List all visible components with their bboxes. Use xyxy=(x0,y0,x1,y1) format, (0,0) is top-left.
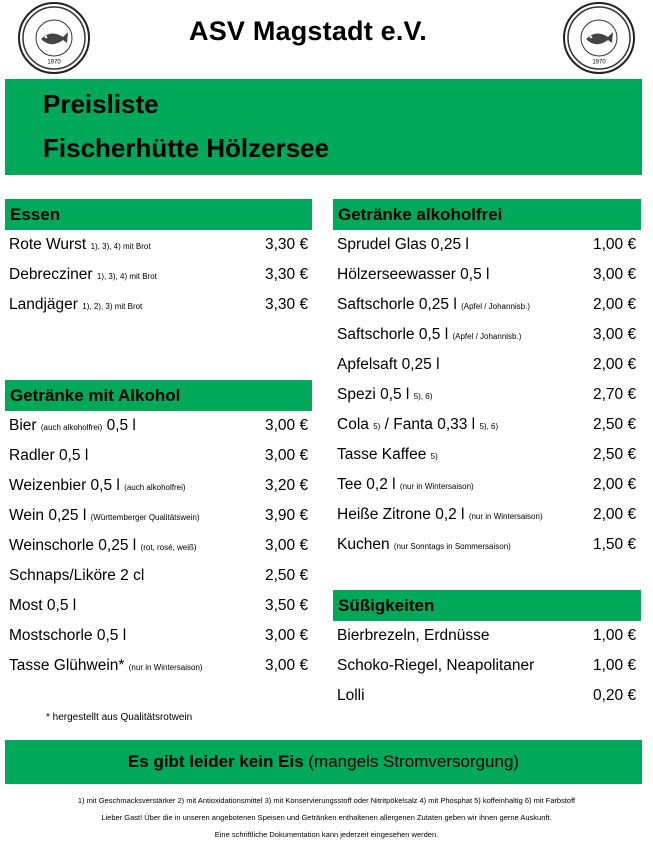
club-name: ASV Magstadt e.V. xyxy=(189,16,427,46)
list-item xyxy=(337,230,643,260)
item-price: 1,00 € xyxy=(593,627,637,644)
item-price: 3,50 € xyxy=(265,597,309,614)
item-price: 3,30 € xyxy=(265,296,309,313)
item-note: 1), 3), 4) mit Brot xyxy=(96,272,157,281)
item-note: 5) xyxy=(373,422,381,431)
item-price: 3,00 € xyxy=(265,657,309,674)
item-label: Tasse Kaffee xyxy=(337,446,427,463)
item-price: 2,50 € xyxy=(593,446,637,463)
item-price: 3,00 € xyxy=(265,447,309,464)
item-note: (rot, rosé, weiß) xyxy=(140,543,197,552)
item-note: (auch alkoholfrei) xyxy=(40,423,103,432)
list-item xyxy=(337,410,643,440)
item-price: 3,00 € xyxy=(265,627,309,644)
item-note: 1), 3), 4) mit Brot xyxy=(90,242,151,251)
list-item xyxy=(337,260,643,290)
list-item xyxy=(337,290,643,320)
list-item xyxy=(337,350,643,380)
item-price: 3,00 € xyxy=(593,266,637,283)
list-item xyxy=(9,591,315,621)
list-item xyxy=(337,440,643,470)
list-item xyxy=(337,380,643,410)
item-size: 0,5 l xyxy=(106,417,136,434)
item-label: Rote Wurst xyxy=(9,236,87,253)
item-label: Tee 0,2 l xyxy=(337,476,396,493)
item-name xyxy=(337,260,489,290)
item-label: Mostschorle 0,5 l xyxy=(9,627,127,644)
item-name xyxy=(9,471,186,503)
title-banner xyxy=(5,79,642,175)
list-item xyxy=(337,681,643,711)
no-ice-banner xyxy=(5,740,642,784)
item-price: 3,20 € xyxy=(265,477,309,494)
item-note: (Apfel / Johannisb.) xyxy=(452,332,522,341)
list-item xyxy=(9,290,315,320)
item-label: Hölzerseewasser 0,5 l xyxy=(337,266,490,283)
logo-year: 1970 xyxy=(592,59,606,66)
item-name xyxy=(337,380,432,412)
item-price: 3,30 € xyxy=(265,236,309,253)
item-label: Schoko-Riegel, Neapolitaner xyxy=(337,657,535,674)
item-name xyxy=(337,500,543,532)
item-price: 1,50 € xyxy=(593,536,637,553)
item-label: Tasse Glühwein* xyxy=(9,657,125,674)
item-note: (nur Sonntags in Sommersaison) xyxy=(393,542,511,551)
item-price: 2,00 € xyxy=(593,356,637,373)
item-label: Heiße Zitrone 0,2 l xyxy=(337,506,465,523)
list-item xyxy=(337,320,643,350)
item-price: 1,00 € xyxy=(593,657,637,674)
item-label: Most 0,5 l xyxy=(9,597,77,614)
item-note: (auch alkoholfrei) xyxy=(124,483,186,492)
logo-year: 1970 xyxy=(47,59,61,66)
item-note: (nur in Wintersaison) xyxy=(128,663,203,672)
list-item xyxy=(337,500,643,530)
item-name xyxy=(337,651,534,681)
item-name xyxy=(9,441,88,471)
item-price: 2,00 € xyxy=(593,476,637,493)
item-label: Saftschorle 0,5 l xyxy=(337,326,449,343)
item-price: 2,70 € xyxy=(593,386,637,403)
item-note: 1), 2), 3) mit Brot xyxy=(82,302,143,311)
item-label: Weinschorle 0,25 l xyxy=(9,537,137,554)
item-name xyxy=(337,230,469,260)
item-label: Kuchen xyxy=(337,536,390,553)
item-label-2: / Fanta 0,33 l xyxy=(384,416,476,433)
documentation-note: Eine schriftliche Dokumentation kann jederzeit eingesehen werden. xyxy=(214,830,439,839)
list-item xyxy=(9,501,315,531)
item-name xyxy=(337,681,365,711)
item-label: Bierbrezeln, Erdnüsse xyxy=(337,627,490,644)
item-label: Schnaps/Liköre 2 cl xyxy=(9,567,145,584)
item-label: Bier xyxy=(9,417,37,434)
item-name xyxy=(9,621,126,651)
no-ice-rest: (mangels Stromversorgung) xyxy=(303,752,520,771)
item-price: 3,90 € xyxy=(265,507,309,524)
item-name xyxy=(9,290,142,322)
page-subtitle: Fischerhütte Hölzersee xyxy=(43,133,330,163)
item-note: 5), 6) xyxy=(413,392,433,401)
list-item xyxy=(337,530,643,560)
item-price: 3,00 € xyxy=(265,537,309,554)
item-name xyxy=(337,410,498,442)
list-item xyxy=(337,621,643,651)
section-heading-alkoholfrei: Getränke alkoholfrei xyxy=(333,199,641,230)
list-item xyxy=(9,230,315,260)
page-title: Preisliste xyxy=(43,89,159,119)
item-note-2: 5), 6) xyxy=(479,422,499,431)
item-price: 2,00 € xyxy=(593,506,637,523)
item-name xyxy=(337,470,474,502)
item-note: (Württemberger Qualitätswein) xyxy=(90,513,200,522)
item-label: Wein 0,25 l xyxy=(9,507,87,524)
item-label: Saftschorle 0,25 l xyxy=(337,296,457,313)
footnote-star: * hergestellt aus Qualitätsrotwein xyxy=(46,712,193,723)
list-item xyxy=(9,651,315,681)
item-label: Debrecziner xyxy=(9,266,93,283)
item-label: Spezi 0,5 l xyxy=(337,386,410,403)
item-price: 3,00 € xyxy=(593,326,637,343)
item-name xyxy=(9,591,76,621)
item-price: 3,30 € xyxy=(265,266,309,283)
item-price: 1,00 € xyxy=(593,236,637,253)
item-name xyxy=(9,561,144,591)
item-label: Apfelsaft 0,25 l xyxy=(337,356,440,373)
item-price: 0,20 € xyxy=(593,687,637,704)
section-heading-suess: Süßigkeiten xyxy=(333,590,641,621)
section-heading-alkohol: Getränke mit Alkohol xyxy=(5,380,312,411)
item-name xyxy=(337,320,521,352)
list-item xyxy=(9,411,315,441)
item-label: Lolli xyxy=(337,687,365,704)
item-label: Weizenbier 0,5 l xyxy=(9,477,120,494)
item-price: 2,50 € xyxy=(593,416,637,433)
item-label: Landjäger xyxy=(9,296,78,313)
allergen-note: Lieber Gast! Über die in unseren angebotenen Speisen und Getränken enthaltenen allergenen Zutaten geben wir ihnen gerne Auskunft. xyxy=(101,813,552,822)
item-note: 5) xyxy=(430,452,438,461)
list-item xyxy=(9,561,315,591)
item-name xyxy=(337,440,438,472)
list-item xyxy=(9,471,315,501)
no-ice-bold: Es gibt leider kein Eis xyxy=(127,752,304,771)
item-label: Sprudel Glas 0,25 l xyxy=(337,236,469,253)
item-label: Radler 0,5 l xyxy=(9,447,89,464)
item-name xyxy=(9,531,197,563)
list-item xyxy=(337,470,643,500)
item-name xyxy=(9,651,203,683)
section-heading-essen: Essen xyxy=(5,199,312,230)
item-note: (nur in Wintersaison) xyxy=(399,482,474,491)
list-item xyxy=(9,621,315,651)
list-item xyxy=(9,260,315,290)
item-name xyxy=(9,411,136,443)
item-name xyxy=(337,350,440,380)
item-note: (nur in Wintersaison) xyxy=(468,512,543,521)
list-item xyxy=(337,651,643,681)
item-price: 3,00 € xyxy=(265,417,309,434)
list-item xyxy=(9,441,315,471)
item-note: (Apfel / Johannisb.) xyxy=(461,302,531,311)
item-name xyxy=(337,621,490,651)
item-name xyxy=(9,230,151,262)
additive-legend: 1) mit Geschmacksverstärker 2) mit Antioxidationsmittel 3) mit Konservierungsstoff oder Nitritpökelsalz 4) mit Phosphat 5) koffeinhaltig 6) mit Farbstoff xyxy=(77,796,576,805)
list-item xyxy=(9,531,315,561)
item-price: 2,00 € xyxy=(593,296,637,313)
item-name xyxy=(337,530,511,562)
item-name xyxy=(9,260,157,292)
item-name xyxy=(9,501,200,533)
item-label: Cola xyxy=(337,416,369,433)
item-name xyxy=(337,290,530,322)
item-price: 2,50 € xyxy=(265,567,309,584)
